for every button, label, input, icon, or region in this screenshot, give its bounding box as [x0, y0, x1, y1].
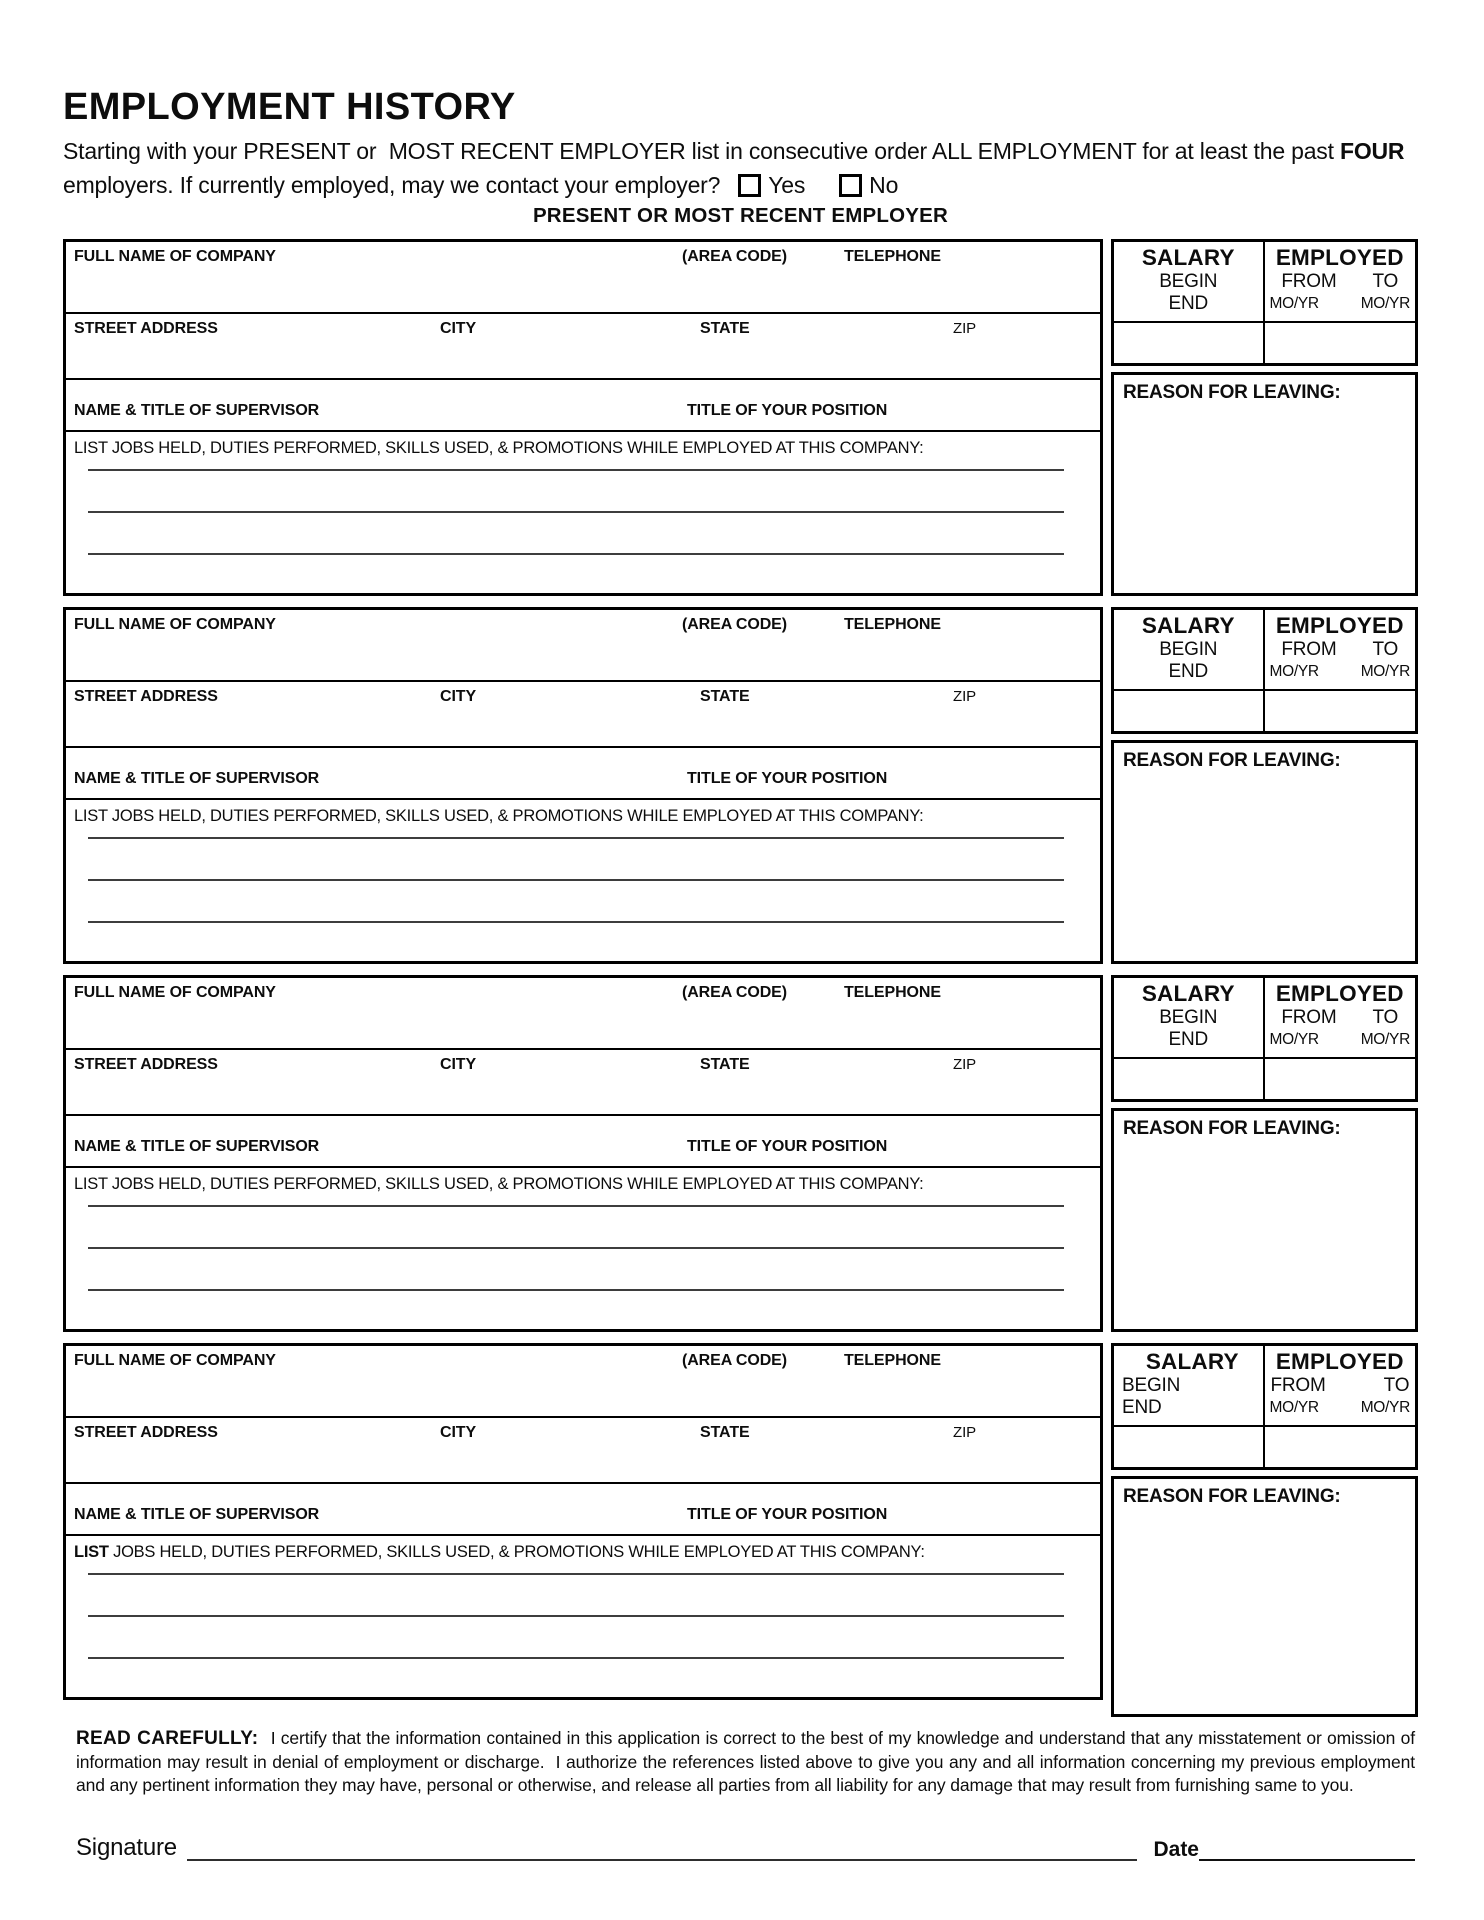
salary-employed-box [1111, 975, 1418, 1102]
salary-end-label: END [1168, 293, 1208, 314]
telephone-label: TELEPHONE [844, 616, 941, 633]
city-label: CITY [440, 1424, 477, 1441]
telephone-label: TELEPHONE [844, 248, 941, 265]
salary-header [1114, 1346, 1265, 1425]
city-label: CITY [440, 320, 477, 337]
salary-header [1114, 610, 1265, 689]
employed-label: EMPLOYED [1275, 1349, 1404, 1374]
company-input[interactable] [72, 270, 1094, 309]
salary-end-label: END [1122, 1397, 1162, 1418]
read-carefully-label: READ CAREFULLY: [76, 1728, 271, 1749]
company-row [66, 610, 1100, 682]
employed-header [1265, 610, 1416, 689]
area-code-label: (AREA CODE) [682, 248, 787, 265]
telephone-label: TELEPHONE [844, 1352, 941, 1369]
address-row [66, 1418, 1100, 1484]
position-label: TITLE OF YOUR POSITION [687, 1506, 888, 1523]
jobs-line-input[interactable] [88, 1194, 1064, 1207]
employed-to-label: TO [1372, 1007, 1399, 1028]
employer-2-details [63, 607, 1103, 964]
zip-label: ZIP [953, 320, 977, 337]
state-label: STATE [700, 1424, 750, 1441]
certification-paragraph [76, 1727, 1425, 1798]
employed-header [1265, 1346, 1416, 1425]
street-address-label: STREET ADDRESS [74, 1056, 218, 1073]
reason-input[interactable] [1120, 1147, 1409, 1325]
reason-input[interactable] [1120, 779, 1409, 957]
street-address-input[interactable] [72, 342, 1094, 375]
intro-line-1 [63, 138, 1418, 165]
jobs-line-input[interactable] [88, 1207, 1064, 1249]
mo-yr-label: MO/YR [1360, 295, 1410, 312]
salary-begin-label: BEGIN [1122, 1375, 1181, 1396]
mo-yr-label: MO/YR [1360, 663, 1410, 680]
company-input[interactable] [72, 1006, 1094, 1045]
jobs-line-input[interactable] [88, 1249, 1064, 1291]
city-label: CITY [440, 688, 477, 705]
employed-label: EMPLOYED [1275, 981, 1404, 1006]
zip-label: ZIP [953, 1056, 977, 1073]
company-row [66, 978, 1100, 1050]
supervisor-input[interactable] [72, 776, 1094, 795]
employed-from-label: FROM [1270, 1375, 1326, 1396]
date-label: Date [1153, 1837, 1199, 1861]
jobs-line-input[interactable] [88, 471, 1064, 513]
employer-4-details [63, 1343, 1103, 1700]
reason-for-leaving-label: REASON FOR LEAVING: [1123, 750, 1341, 771]
employed-header [1265, 242, 1416, 321]
jobs-line-input[interactable] [88, 1575, 1064, 1617]
supervisor-label: NAME & TITLE OF SUPERVISOR [74, 1138, 320, 1155]
contact-employer-question: employers. If currently employed, may we contact your employer? [63, 172, 721, 198]
list-jobs-rest: JOBS HELD, DUTIES PERFORMED, SKILLS USED, & PROMOTIONS WHILE EMPLOYED AT THIS COMPANY: [108, 1543, 925, 1561]
employed-to-label: TO [1372, 271, 1399, 292]
reason-for-leaving-box [1111, 1476, 1418, 1717]
jobs-held-section [66, 432, 1100, 593]
employer-2-salary-column [1111, 607, 1418, 964]
telephone-label: TELEPHONE [844, 984, 941, 1001]
supervisor-input[interactable] [72, 408, 1094, 427]
employed-input[interactable] [1265, 321, 1416, 363]
employer-1-salary-column [1111, 239, 1418, 596]
company-label: FULL NAME OF COMPANY [74, 248, 276, 265]
jobs-held-section [66, 1168, 1100, 1329]
supervisor-label: NAME & TITLE OF SUPERVISOR [74, 1506, 320, 1523]
address-row [66, 1050, 1100, 1116]
company-label: FULL NAME OF COMPANY [74, 1352, 276, 1369]
position-label: TITLE OF YOUR POSITION [687, 770, 888, 787]
jobs-line-input[interactable] [88, 1562, 1064, 1575]
signature-label: Signature [76, 1833, 177, 1861]
employed-input[interactable] [1265, 1057, 1416, 1099]
supervisor-row [66, 748, 1100, 800]
jobs-line-input[interactable] [88, 458, 1064, 471]
contact-yes-label: Yes [768, 172, 806, 198]
supervisor-row [66, 380, 1100, 432]
salary-input[interactable] [1114, 1425, 1265, 1467]
supervisor-input[interactable] [72, 1144, 1094, 1163]
salary-input[interactable] [1114, 321, 1265, 363]
employed-from-label: FROM [1281, 639, 1337, 660]
employed-to-label: TO [1383, 1375, 1410, 1396]
mo-yr-label: MO/YR [1269, 1399, 1319, 1416]
jobs-line-input[interactable] [88, 826, 1064, 839]
mo-yr-label: MO/YR [1269, 663, 1319, 680]
area-code-label: (AREA CODE) [682, 984, 787, 1001]
reason-for-leaving-box [1111, 740, 1418, 964]
list-jobs-label: LIST JOBS HELD, DUTIES PERFORMED, SKILLS USED, & PROMOTIONS WHILE EMPLOYED AT THIS COMPANY: [74, 439, 924, 457]
employed-label: EMPLOYED [1275, 613, 1404, 638]
address-row [66, 314, 1100, 380]
mo-yr-label: MO/YR [1269, 1031, 1319, 1048]
supervisor-row [66, 1484, 1100, 1536]
zip-label: ZIP [953, 688, 977, 705]
salary-employed-box [1111, 239, 1418, 366]
intro-text: Starting with your PRESENT or MOST RECENT EMPLOYER list in consecutive order ALL EMPLOYMENT for at least the past [63, 138, 1340, 164]
jobs-held-section [66, 800, 1100, 961]
list-jobs-label: LIST JOBS HELD, DUTIES PERFORMED, SKILLS USED, & PROMOTIONS WHILE EMPLOYED AT THIS COMPANY: [74, 807, 924, 825]
employer-block-2 [63, 607, 1418, 964]
contact-no-label: No [869, 172, 899, 198]
supervisor-label: NAME & TITLE OF SUPERVISOR [74, 770, 320, 787]
company-label: FULL NAME OF COMPANY [74, 984, 276, 1001]
position-label: TITLE OF YOUR POSITION [687, 1138, 888, 1155]
mo-yr-label: MO/YR [1269, 295, 1319, 312]
employer-3-salary-column [1111, 975, 1418, 1332]
salary-label: SALARY [1141, 981, 1235, 1006]
mo-yr-label: MO/YR [1360, 1031, 1410, 1048]
reason-for-leaving-box [1111, 1108, 1418, 1332]
area-code-label: (AREA CODE) [682, 616, 787, 633]
street-address-label: STREET ADDRESS [74, 320, 218, 337]
state-label: STATE [700, 688, 750, 705]
employed-from-label: FROM [1281, 1007, 1337, 1028]
reason-input[interactable] [1120, 1515, 1409, 1710]
list-jobs-label: LIST JOBS HELD, DUTIES PERFORMED, SKILLS USED, & PROMOTIONS WHILE EMPLOYED AT THIS COMPANY: [74, 1175, 924, 1193]
employed-header [1265, 978, 1416, 1057]
salary-label: SALARY [1141, 245, 1235, 270]
signature-input[interactable] [187, 1835, 1138, 1861]
jobs-line-input[interactable] [88, 1617, 1064, 1659]
employed-input[interactable] [1265, 689, 1416, 731]
reason-input[interactable] [1120, 411, 1409, 589]
date-input[interactable] [1199, 1835, 1415, 1861]
employer-block-1 [63, 239, 1418, 596]
salary-end-label: END [1168, 1029, 1208, 1050]
employer-blocks [63, 239, 1418, 1700]
certification-section [63, 1727, 1425, 1862]
state-label: STATE [700, 1056, 750, 1073]
list-jobs-bold-prefix: LIST [74, 1543, 109, 1561]
jobs-line-input[interactable] [88, 839, 1064, 881]
salary-end-label: END [1168, 661, 1208, 682]
company-row [66, 242, 1100, 314]
signature-row [76, 1834, 1415, 1862]
employed-from-label: FROM [1281, 271, 1337, 292]
city-label: CITY [440, 1056, 477, 1073]
reason-for-leaving-label: REASON FOR LEAVING: [1123, 1486, 1341, 1507]
salary-input[interactable] [1114, 689, 1265, 731]
area-code-label: (AREA CODE) [682, 1352, 787, 1369]
company-input[interactable] [72, 638, 1094, 677]
street-address-input[interactable] [72, 1446, 1094, 1479]
street-address-input[interactable] [72, 710, 1094, 743]
section-heading: PRESENT OR MOST RECENT EMPLOYER [532, 204, 949, 227]
employer-3-details [63, 975, 1103, 1332]
employer-1-details [63, 239, 1103, 596]
salary-employed-box [1111, 1343, 1418, 1470]
address-row [66, 682, 1100, 748]
reason-for-leaving-box [1111, 372, 1418, 596]
salary-label: SALARY [1145, 1349, 1239, 1374]
reason-for-leaving-label: REASON FOR LEAVING: [1123, 1118, 1341, 1139]
salary-input[interactable] [1114, 1057, 1265, 1099]
certification-text: I certify that the information contained in this application is correct to the best of my knowledge and understand that any misstatement or omission of information may result in denial of employment or discharge. I authorize the references listed above to give you any and all information concerning my previous employment and any pertinent information they may have, personal or otherwise, and release all parties from all liability for any damage that may result from furnishing same to you. [76, 1728, 1425, 1795]
jobs-held-section [66, 1536, 1100, 1697]
employer-block-3 [63, 975, 1418, 1332]
contact-no-checkbox[interactable] [839, 174, 862, 197]
jobs-line-input[interactable] [88, 513, 1064, 555]
salary-begin-label: BEGIN [1159, 271, 1218, 292]
salary-employed-box [1111, 607, 1418, 734]
supervisor-input[interactable] [72, 1512, 1094, 1531]
state-label: STATE [700, 320, 750, 337]
jobs-line-input[interactable] [88, 881, 1064, 923]
salary-begin-label: BEGIN [1159, 639, 1218, 660]
supervisor-row [66, 1116, 1100, 1168]
street-address-label: STREET ADDRESS [74, 1424, 218, 1441]
position-label: TITLE OF YOUR POSITION [687, 402, 888, 419]
salary-header [1114, 242, 1265, 321]
supervisor-label: NAME & TITLE OF SUPERVISOR [74, 402, 320, 419]
street-address-input[interactable] [72, 1078, 1094, 1111]
employed-to-label: TO [1372, 639, 1399, 660]
street-address-label: STREET ADDRESS [74, 688, 218, 705]
intro-emphasis-four: FOUR [1339, 138, 1405, 164]
employed-label: EMPLOYED [1275, 245, 1404, 270]
employed-input[interactable] [1265, 1425, 1416, 1467]
company-input[interactable] [72, 1374, 1094, 1413]
page-title: EMPLOYMENT HISTORY [63, 86, 516, 128]
company-row [66, 1346, 1100, 1418]
company-label: FULL NAME OF COMPANY [74, 616, 276, 633]
salary-label: SALARY [1141, 613, 1235, 638]
contact-employer-question-row [63, 172, 1418, 199]
list-jobs-label [74, 1543, 1092, 1562]
salary-header [1114, 978, 1265, 1057]
mo-yr-label: MO/YR [1360, 1399, 1410, 1416]
employer-block-4 [63, 1343, 1418, 1700]
contact-yes-checkbox[interactable] [738, 174, 761, 197]
employer-4-salary-column [1111, 1343, 1418, 1700]
zip-label: ZIP [953, 1424, 977, 1441]
salary-begin-label: BEGIN [1159, 1007, 1218, 1028]
reason-for-leaving-label: REASON FOR LEAVING: [1123, 382, 1341, 403]
